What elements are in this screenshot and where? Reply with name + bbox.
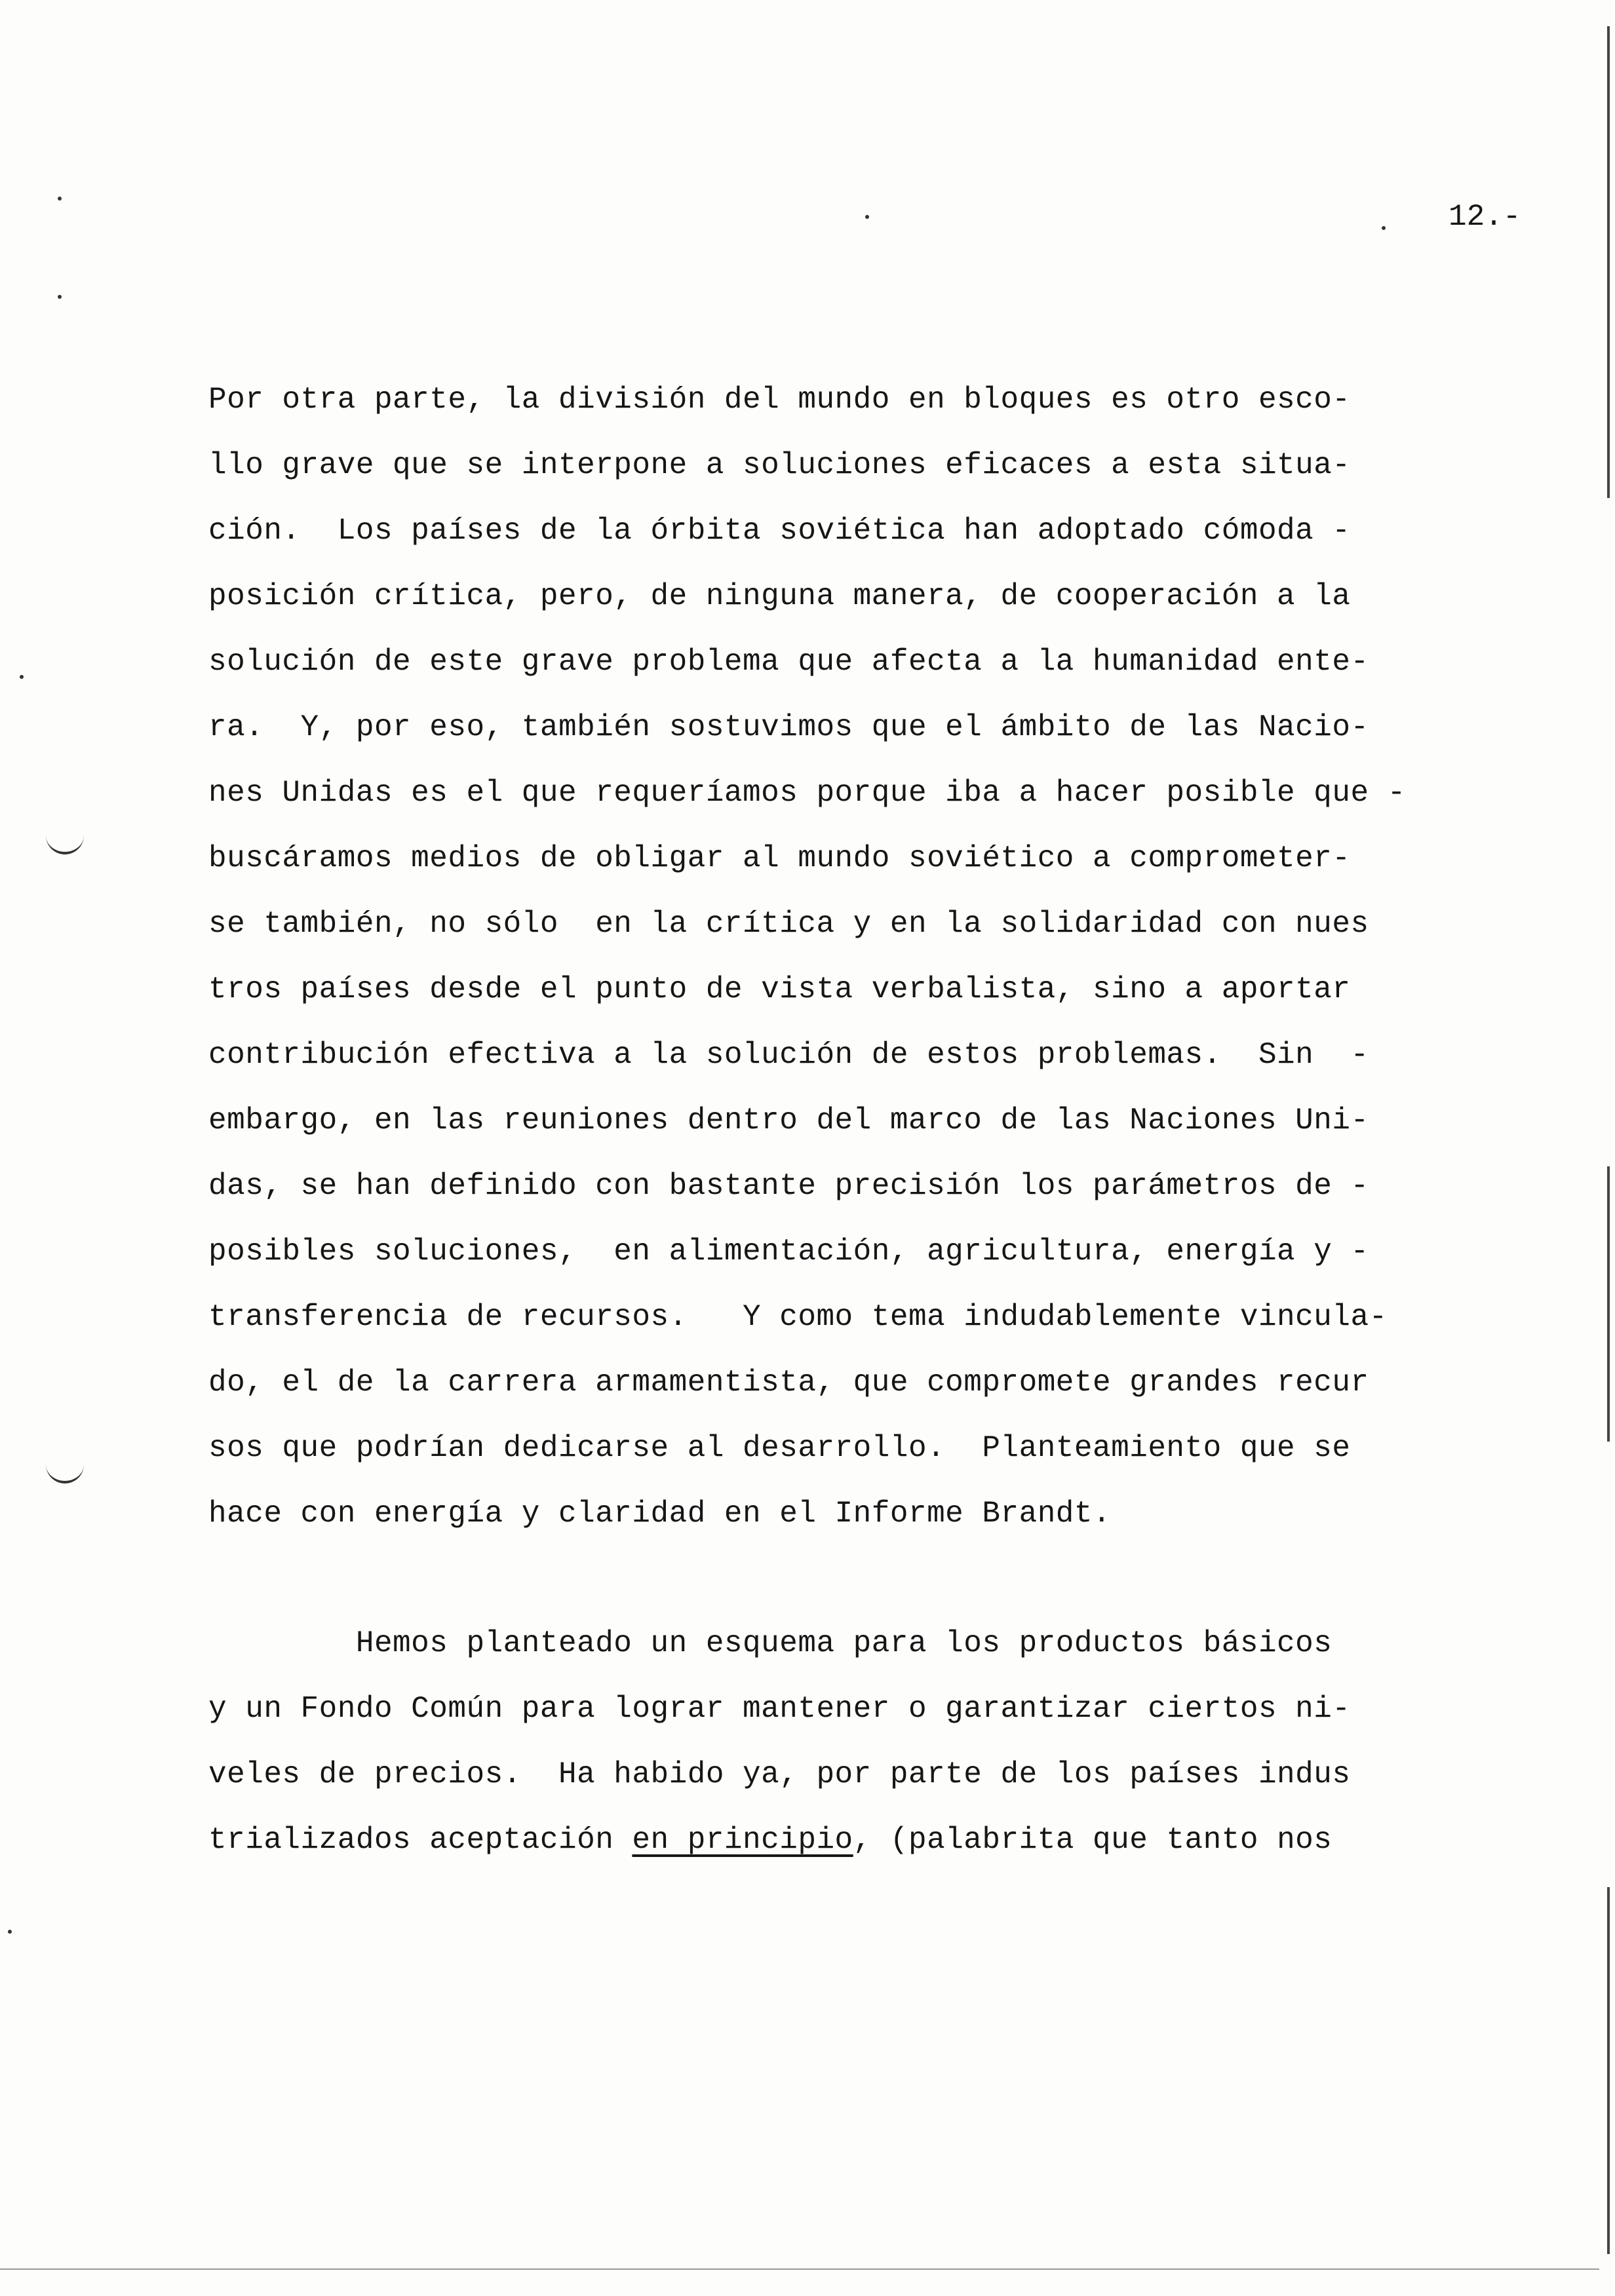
- text-segment: trializados aceptación: [208, 1823, 632, 1857]
- scan-edge-right-middle: [1607, 1166, 1610, 1442]
- page-number: 12.-: [1449, 200, 1521, 234]
- scan-speck: [58, 295, 62, 299]
- paragraph-1: [208, 367, 1506, 1546]
- scan-edge-right-lower: [1607, 1887, 1610, 2254]
- text-line: do, el de la carrera armamentista, que compromete grandes recur: [208, 1366, 1369, 1400]
- scan-speck: [20, 675, 24, 679]
- text-line: y un Fondo Común para lograr mantener o garantizar ciertos ni-: [208, 1692, 1351, 1726]
- text-line: llo grave que se interpone a soluciones eficaces a esta situa-: [208, 448, 1351, 482]
- text-line: se también, no sólo en la crítica y en la solidaridad con nues: [208, 907, 1369, 941]
- paragraph-2: [208, 1611, 1506, 1873]
- scan-speck: [865, 215, 869, 219]
- text-line: [208, 1807, 1506, 1873]
- text-line: posición crítica, pero, de ninguna manera, de cooperación a la: [208, 579, 1351, 613]
- text-line: sos que podrían dedicarse al desarrollo. Planteamiento que se: [208, 1431, 1351, 1465]
- text-line: ra. Y, por eso, también sostuvimos que el ámbito de las Nacio-: [208, 710, 1369, 744]
- underlined-phrase: en principio: [632, 1823, 853, 1857]
- text-line: das, se han definido con bastante precisión los parámetros de -: [208, 1169, 1369, 1203]
- text-segment: , (palabrita que tanto nos: [853, 1823, 1333, 1857]
- text-line: Hemos planteado un esquema para los productos básicos: [208, 1626, 1333, 1660]
- punch-hole-mark-lower: [46, 1461, 84, 1483]
- scan-speck: [1382, 226, 1386, 230]
- text-line: nes Unidas es el que requeríamos porque iba a hacer posible que -: [208, 776, 1406, 810]
- text-line: ción. Los países de la órbita soviética han adoptado cómoda -: [208, 514, 1351, 548]
- text-line: posibles soluciones, en alimentación, agricultura, energía y -: [208, 1234, 1369, 1269]
- text-line: hace con energía y claridad en el Informe Brandt.: [208, 1497, 1112, 1531]
- scan-speck: [8, 1930, 12, 1934]
- text-line: solución de este grave problema que afecta a la humanidad ente-: [208, 645, 1369, 679]
- text-line: transferencia de recursos. Y como tema indudablemente vincula-: [208, 1300, 1388, 1334]
- text-line: tros países desde el punto de vista verbalista, sino a aportar: [208, 972, 1351, 1006]
- scan-edge-bottom: [0, 2268, 1599, 2270]
- scan-speck: [58, 197, 62, 201]
- punch-hole-mark-upper: [46, 832, 84, 854]
- scan-edge-right-upper: [1607, 26, 1610, 498]
- text-line: veles de precios. Ha habido ya, por parte de los países indus: [208, 1757, 1351, 1791]
- text-line: embargo, en las reuniones dentro del marco de las Naciones Uni-: [208, 1103, 1369, 1138]
- text-line: buscáramos medios de obligar al mundo soviético a comprometer-: [208, 841, 1351, 875]
- text-line: Por otra parte, la división del mundo en bloques es otro esco-: [208, 383, 1351, 417]
- text-line: contribución efectiva a la solución de estos problemas. Sin -: [208, 1038, 1369, 1072]
